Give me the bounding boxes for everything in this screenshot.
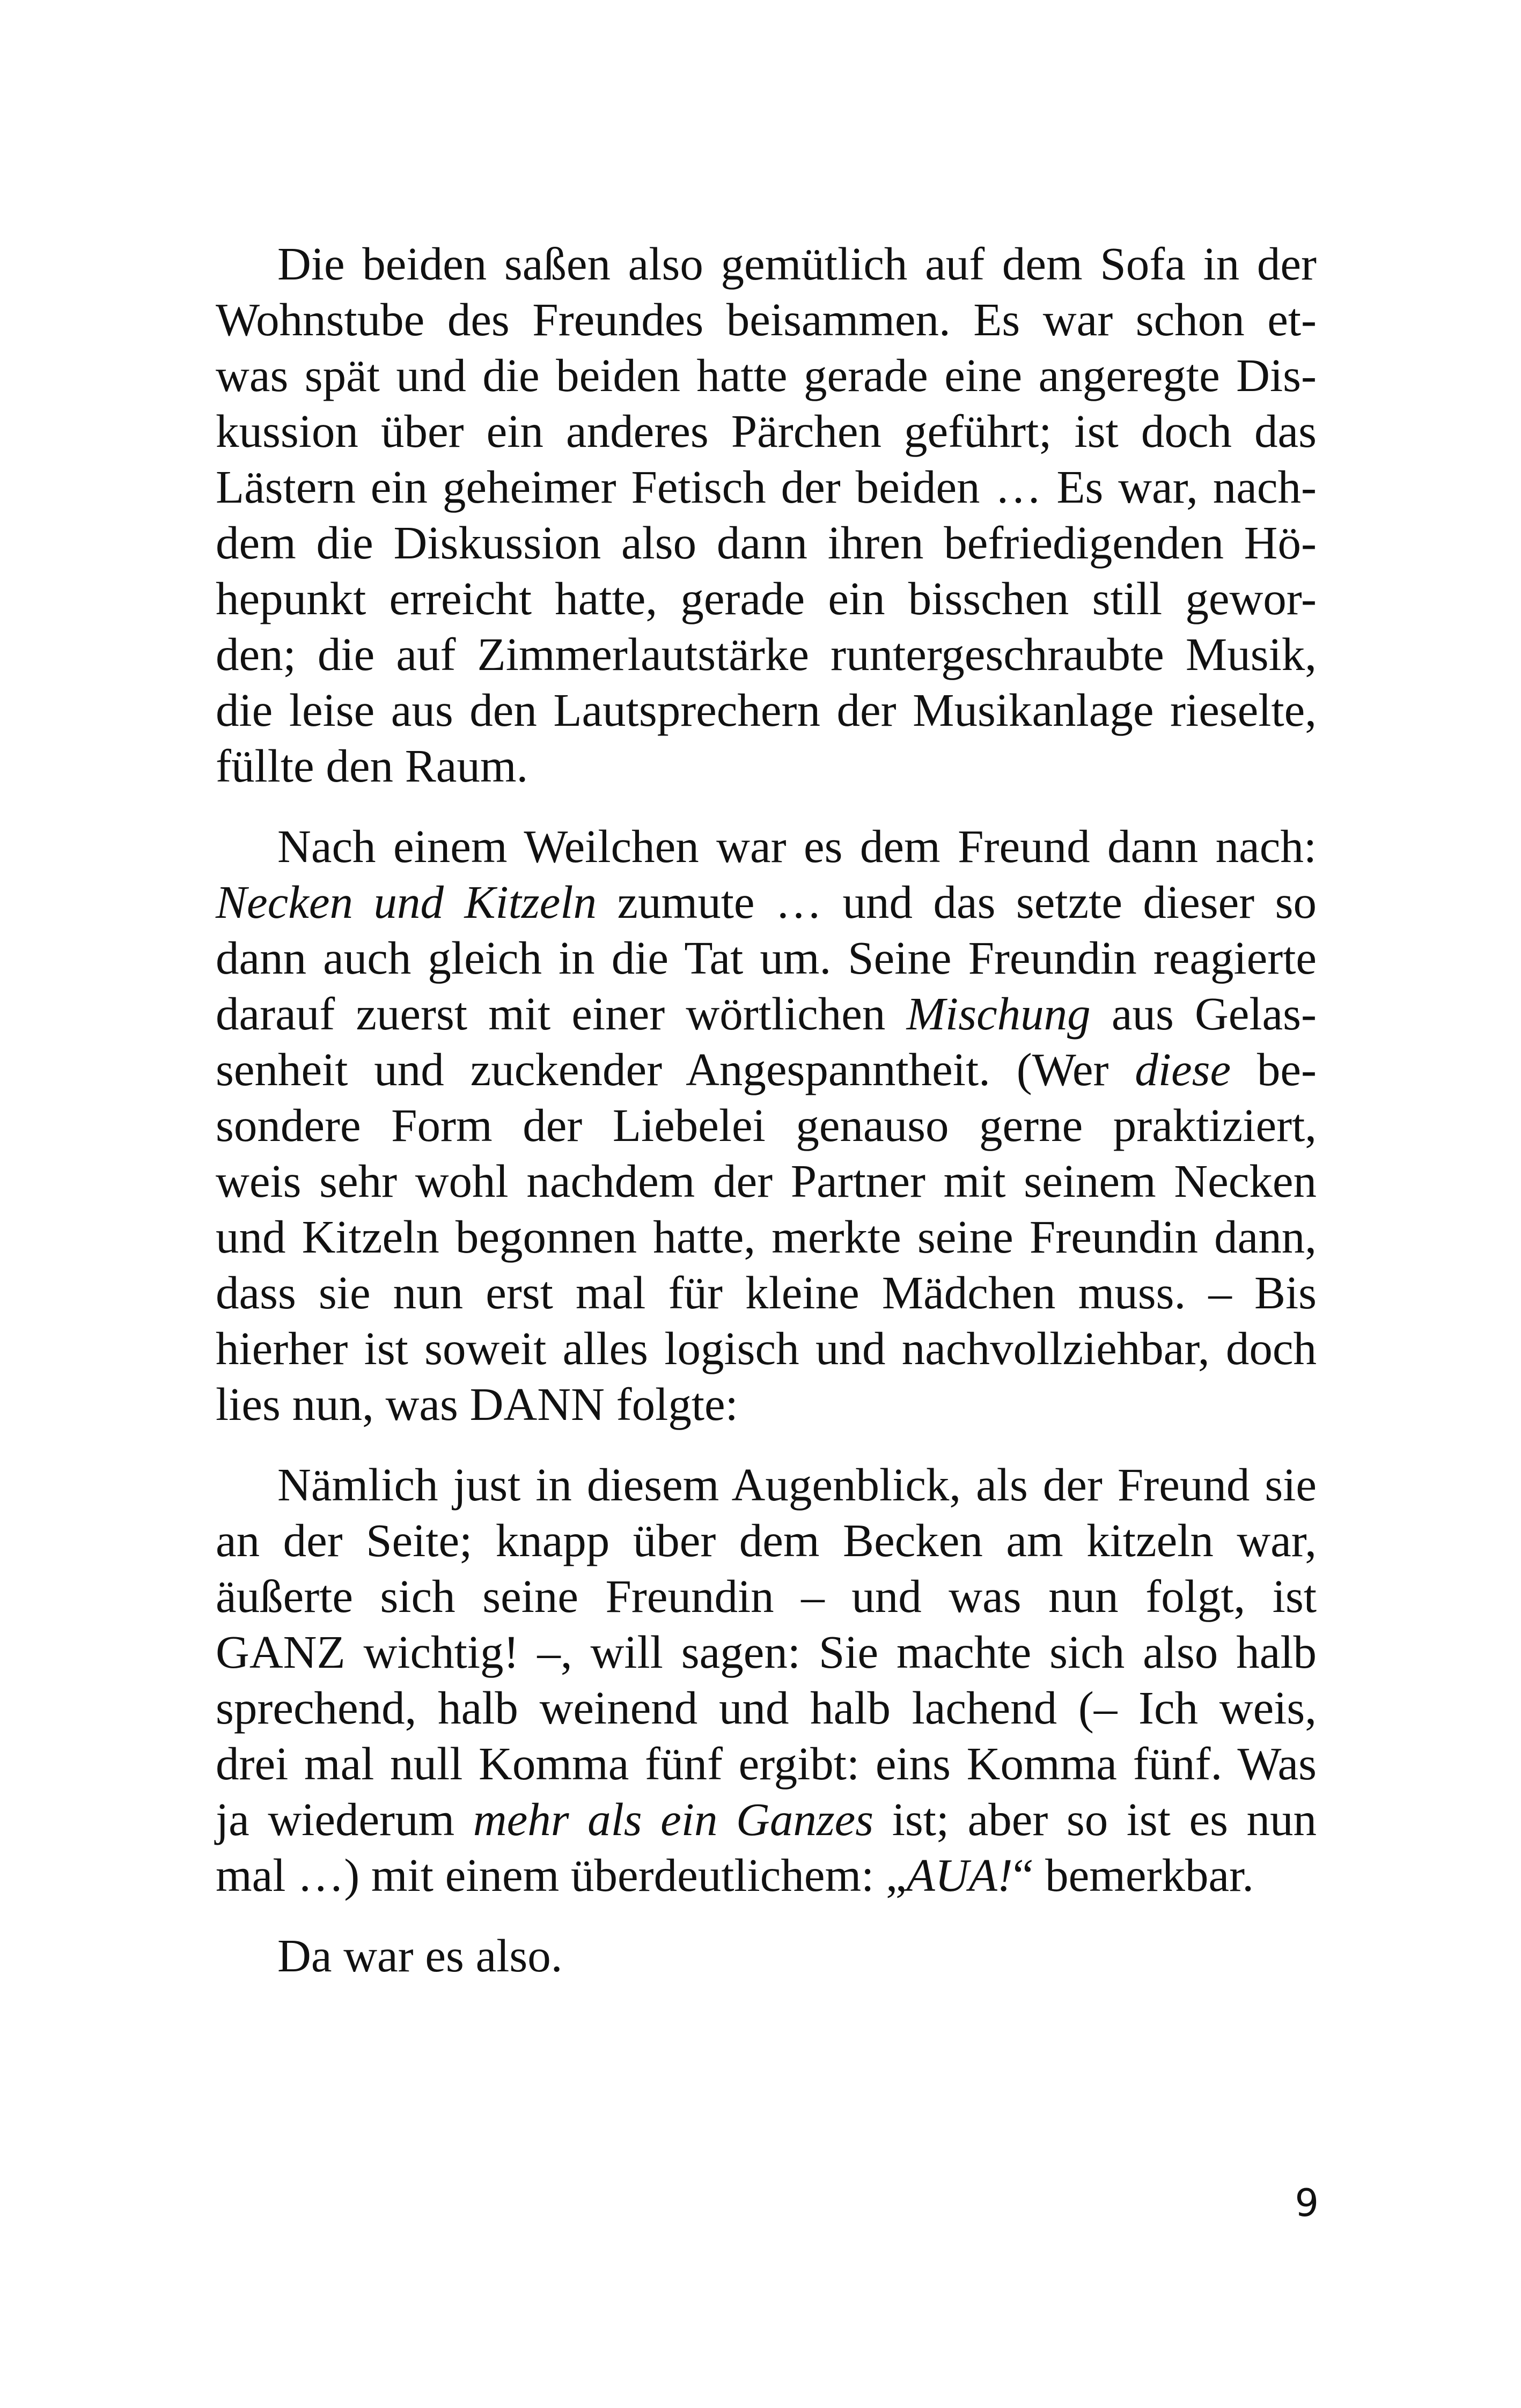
- text-run: mal …) mit einem überdeutlichem: „: [216, 1849, 907, 1901]
- text-run: darauf zuerst mit einer wörtlichen: [216, 988, 907, 1040]
- text-run: Nämlich just in diesem Augenblick, als der Freund sie: [277, 1459, 1317, 1511]
- text-line: [216, 1513, 1317, 1568]
- text-line: [216, 1928, 1317, 1984]
- text-line: [216, 986, 1317, 1042]
- text-run: zumute … und das setzte dieser so: [596, 876, 1317, 928]
- text-line: [216, 930, 1317, 986]
- text-run: lies nun, was DANN folgte:: [216, 1378, 738, 1430]
- text-run: den; die auf Zimmerlautstärke runtergeschraubte Musik,: [216, 628, 1317, 680]
- text-run: hierher ist soweit alles logisch und nachvollziehbar, doch: [216, 1322, 1317, 1374]
- text-line: [216, 515, 1317, 571]
- text-line: [216, 236, 1317, 292]
- text-run: und Kitzeln begonnen hatte, merkte seine Freundin dann,: [216, 1211, 1317, 1263]
- text-run: ist; aber so ist es nun: [873, 1793, 1317, 1845]
- text-run: dem die Diskussion also dann ihren befriedigenden Hö-: [216, 517, 1317, 569]
- text-run: hepunkt erreicht hatte, gerade ein bisschen still gewor-: [216, 572, 1317, 624]
- text-line: [216, 292, 1317, 348]
- text-run: dann auch gleich in die Tat um. Seine Freundin reagierte: [216, 932, 1317, 984]
- text-line: [216, 1098, 1317, 1153]
- text-line: [216, 738, 1317, 794]
- text-run: “ bemerkbar.: [1012, 1849, 1254, 1901]
- text-run: GANZ wichtig! –, will sagen: Sie machte sich also halb: [216, 1626, 1317, 1678]
- text-run: äußerte sich seine Freundin – und was nun folgt, ist: [216, 1570, 1317, 1622]
- text-run: Die beiden saßen also gemütlich auf dem Sofa in der: [277, 238, 1317, 290]
- text-line: [216, 1209, 1317, 1265]
- text-run: Wohnstube des Freundes beisammen. Es war schon et-: [216, 293, 1317, 345]
- text-line: [216, 682, 1317, 738]
- text-line: [216, 1568, 1317, 1624]
- text-line: [216, 1736, 1317, 1792]
- paragraph: [216, 1457, 1317, 1903]
- text-line: [216, 1680, 1317, 1736]
- text-line: [216, 1376, 1317, 1432]
- text-line: [216, 627, 1317, 682]
- text-line: [216, 1847, 1317, 1903]
- text-line: [216, 1792, 1317, 1847]
- text-run: weis sehr wohl nachdem der Partner mit seinem Necken: [216, 1155, 1317, 1207]
- text-line: [216, 1042, 1317, 1098]
- text-line: [216, 1457, 1317, 1513]
- text-run: aus Gelas-: [1090, 988, 1317, 1040]
- text-run: ja wiederum: [216, 1793, 473, 1845]
- text-run: an der Seite; knapp über dem Becken am kitzeln war,: [216, 1514, 1317, 1566]
- body-text: [216, 236, 1317, 2008]
- text-line: [216, 1265, 1317, 1321]
- emphasis-text: mehr als ein Ganzes: [473, 1793, 874, 1845]
- text-run: Lästern ein geheimer Fetisch der beiden … Es war, nach-: [216, 461, 1317, 513]
- text-run: kussion über ein anderes Pärchen geführt; ist doch das: [216, 405, 1317, 457]
- emphasis-text: Necken und Kitzeln: [216, 876, 597, 928]
- text-run: sprechend, halb weinend und halb lachend (– Ich weis,: [216, 1682, 1317, 1734]
- text-run: füllte den Raum.: [216, 740, 528, 792]
- text-run: Nach einem Weilchen war es dem Freund dann nach:: [277, 820, 1317, 872]
- paragraph: [216, 819, 1317, 1432]
- text-line: [216, 1153, 1317, 1209]
- text-line: [216, 459, 1317, 515]
- text-run: sondere Form der Liebelei genauso gerne praktiziert,: [216, 1099, 1317, 1151]
- text-line: [216, 874, 1317, 930]
- text-line: [216, 571, 1317, 627]
- text-run: senheit und zuckender Angespanntheit. (Wer: [216, 1043, 1135, 1095]
- text-line: [216, 1624, 1317, 1680]
- emphasis-text: diese: [1135, 1043, 1231, 1095]
- text-run: Da war es also.: [277, 1930, 563, 1982]
- text-run: drei mal null Komma fünf ergibt: eins Komma fünf. Was: [216, 1737, 1317, 1790]
- text-run: dass sie nun erst mal für kleine Mädchen muss. – Bis: [216, 1266, 1317, 1319]
- page-number: 9: [1295, 2181, 1319, 2225]
- text-line: [216, 1321, 1317, 1376]
- emphasis-text: Mischung: [906, 988, 1091, 1040]
- paragraph: [216, 236, 1317, 794]
- emphasis-text: AUA!: [906, 1849, 1013, 1901]
- text-line: [216, 819, 1317, 874]
- text-run: was spät und die beiden hatte gerade eine angeregte Dis-: [216, 349, 1317, 401]
- paragraph: [216, 1928, 1317, 1984]
- text-run: be-: [1231, 1043, 1317, 1095]
- text-run: die leise aus den Lautsprechern der Musikanlage rieselte,: [216, 684, 1317, 736]
- text-line: [216, 348, 1317, 403]
- text-line: [216, 403, 1317, 459]
